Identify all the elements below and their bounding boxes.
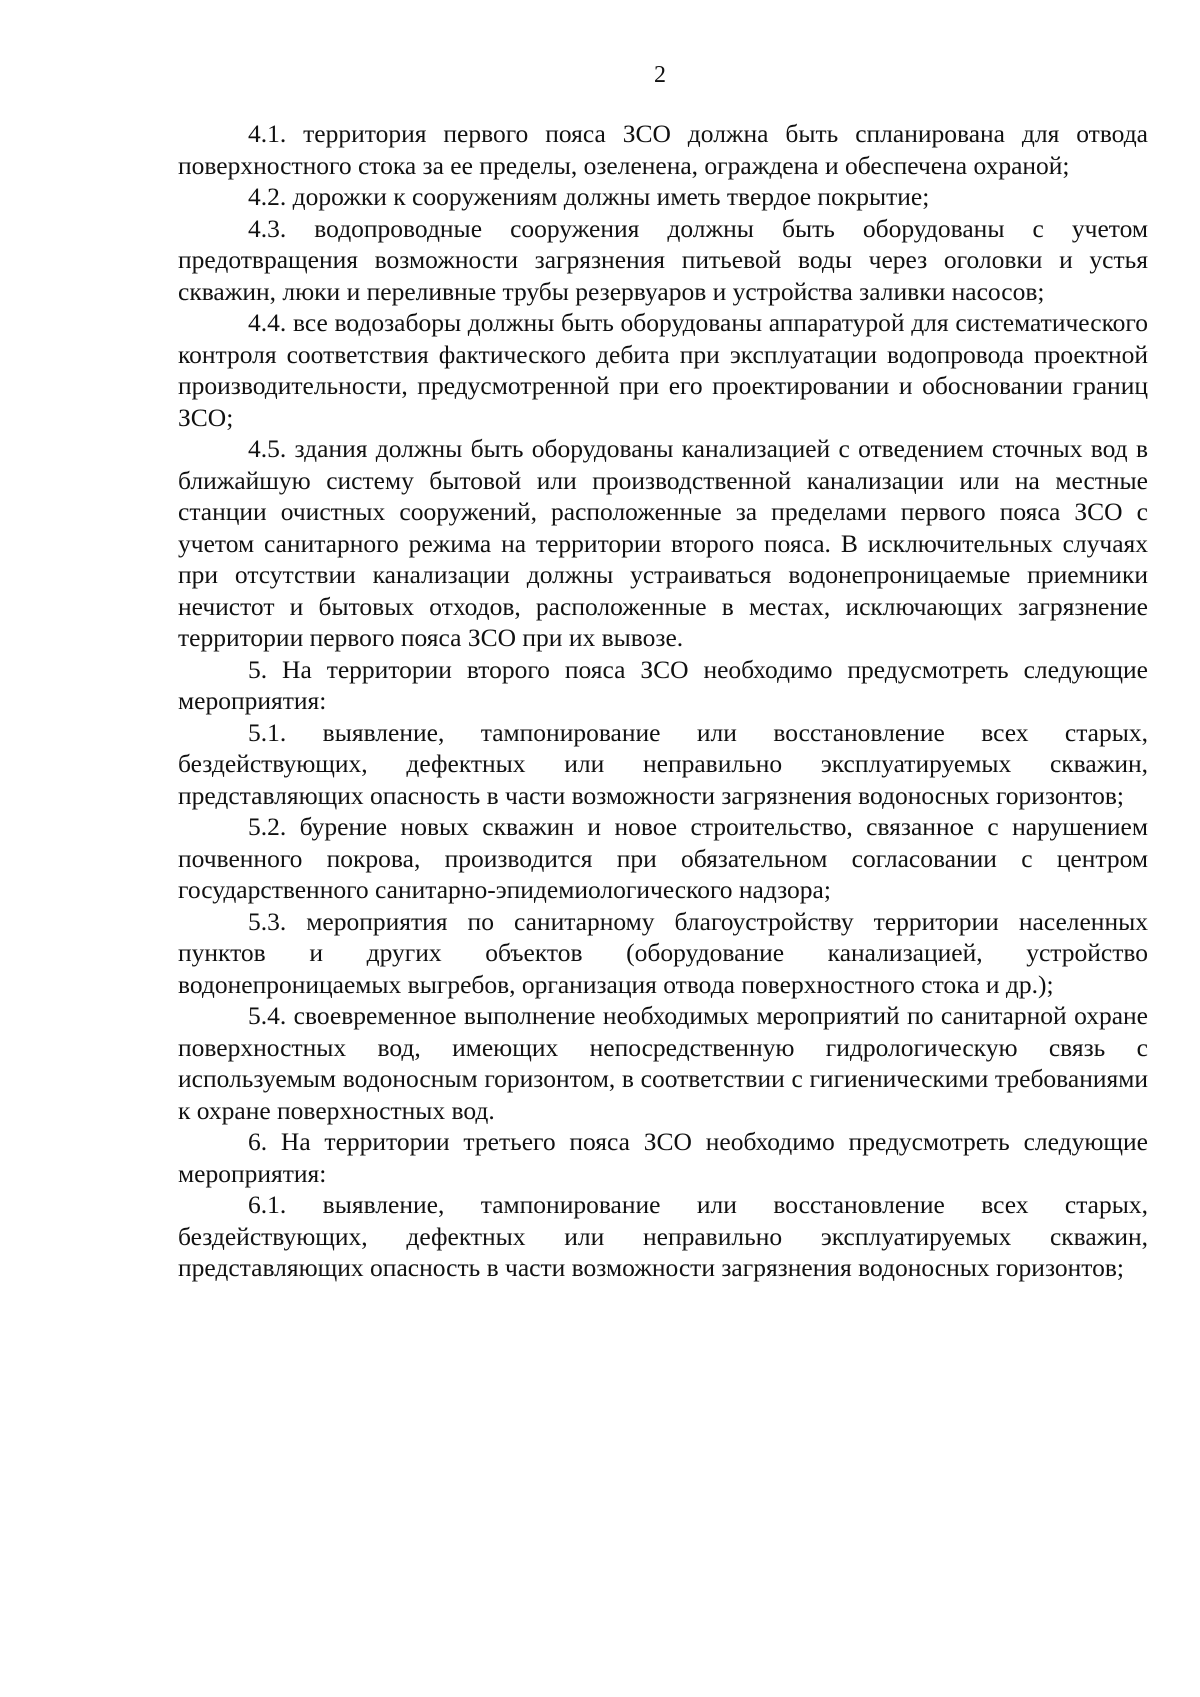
page-number: 2 [654, 62, 666, 88]
paragraph-4-5: 4.5. здания должны быть оборудованы канализацией с отведением сточных вод в ближайшую систему бытовой или производственной канализации или на местные станции очистных сооружений, расположенные за пределами первого пояса ЗСО с учетом санитарного режима на территории второго пояса. В исключительных случаях при отсутствии канализации должны устраиваться водонепроницаемые приемники нечистот и бытовых отходов, расположенные в местах, исключающих загрязнение территории первого пояса ЗСО при их вывозе. [178, 434, 1148, 652]
paragraph-5: 5. На территории второго пояса ЗСО необходимо предусмотреть следующие мероприятия: [178, 654, 1148, 715]
paragraph-5-4: 5.4. своевременное выполнение необходимых мероприятий по санитарной охране поверхностных вод, имеющих непосредственную гидрологическую связь с используемым водоносным горизонтом, в соответствии с гигиеническими требованиями к охране поверхностных вод. [178, 1001, 1148, 1125]
paragraph-4-4: 4.4. все водозаборы должны быть оборудованы аппаратурой для систематического контроля соответствия фактического дебита при эксплуатации водопровода проектной производительности, предусмотренной при его проектировании и обосновании границ ЗСО; [178, 308, 1148, 432]
paragraph-4-1: 4.1. территория первого пояса ЗСО должна быть спланирована для отвода поверхностного стока за ее пределы, озеленена, ограждена и обеспечена охраной; [178, 119, 1148, 180]
paragraph-5-3: 5.3. мероприятия по санитарному благоустройству территории населенных пунктов и других объектов (оборудование канализацией, устройство водонепроницаемых выгребов, организация отвода поверхностного стока и др.); [178, 906, 1148, 999]
paragraph-5-2: 5.2. бурение новых скважин и новое строительство, связанное с нарушением почвенного покрова, производится при обязательном согласовании с центром государственного санитарно-эпидемиологического надзора; [178, 812, 1148, 904]
paragraph-4-3: 4.3. водопроводные сооружения должны быть оборудованы с учетом предотвращения возможности загрязнения питьевой воды через оголовки и устья скважин, люки и переливные трубы резервуаров и устройства заливки насосов; [178, 213, 1148, 306]
document-body [178, 118, 1148, 1284]
paragraph-6: 6. На территории третьего пояса ЗСО необходимо предусмотреть следующие мероприятия: [178, 1127, 1148, 1188]
paragraph-4-2: 4.2. дорожки к сооружениям должны иметь твердое покрытие; [248, 182, 930, 211]
paragraph-5-1: 5.1. выявление, тампонирование или восстановление всех старых, бездействующих, дефектных или неправильно эксплуатируемых скважин, представляющих опасность в части возможности загрязнения водоносных горизонтов; [178, 717, 1148, 810]
paragraph-6-1: 6.1. выявление, тампонирование или восстановление всех старых, бездействующих, дефектных или неправильно эксплуатируемых скважин, представляющих опасность в части возможности загрязнения водоносных горизонтов; [178, 1190, 1148, 1282]
